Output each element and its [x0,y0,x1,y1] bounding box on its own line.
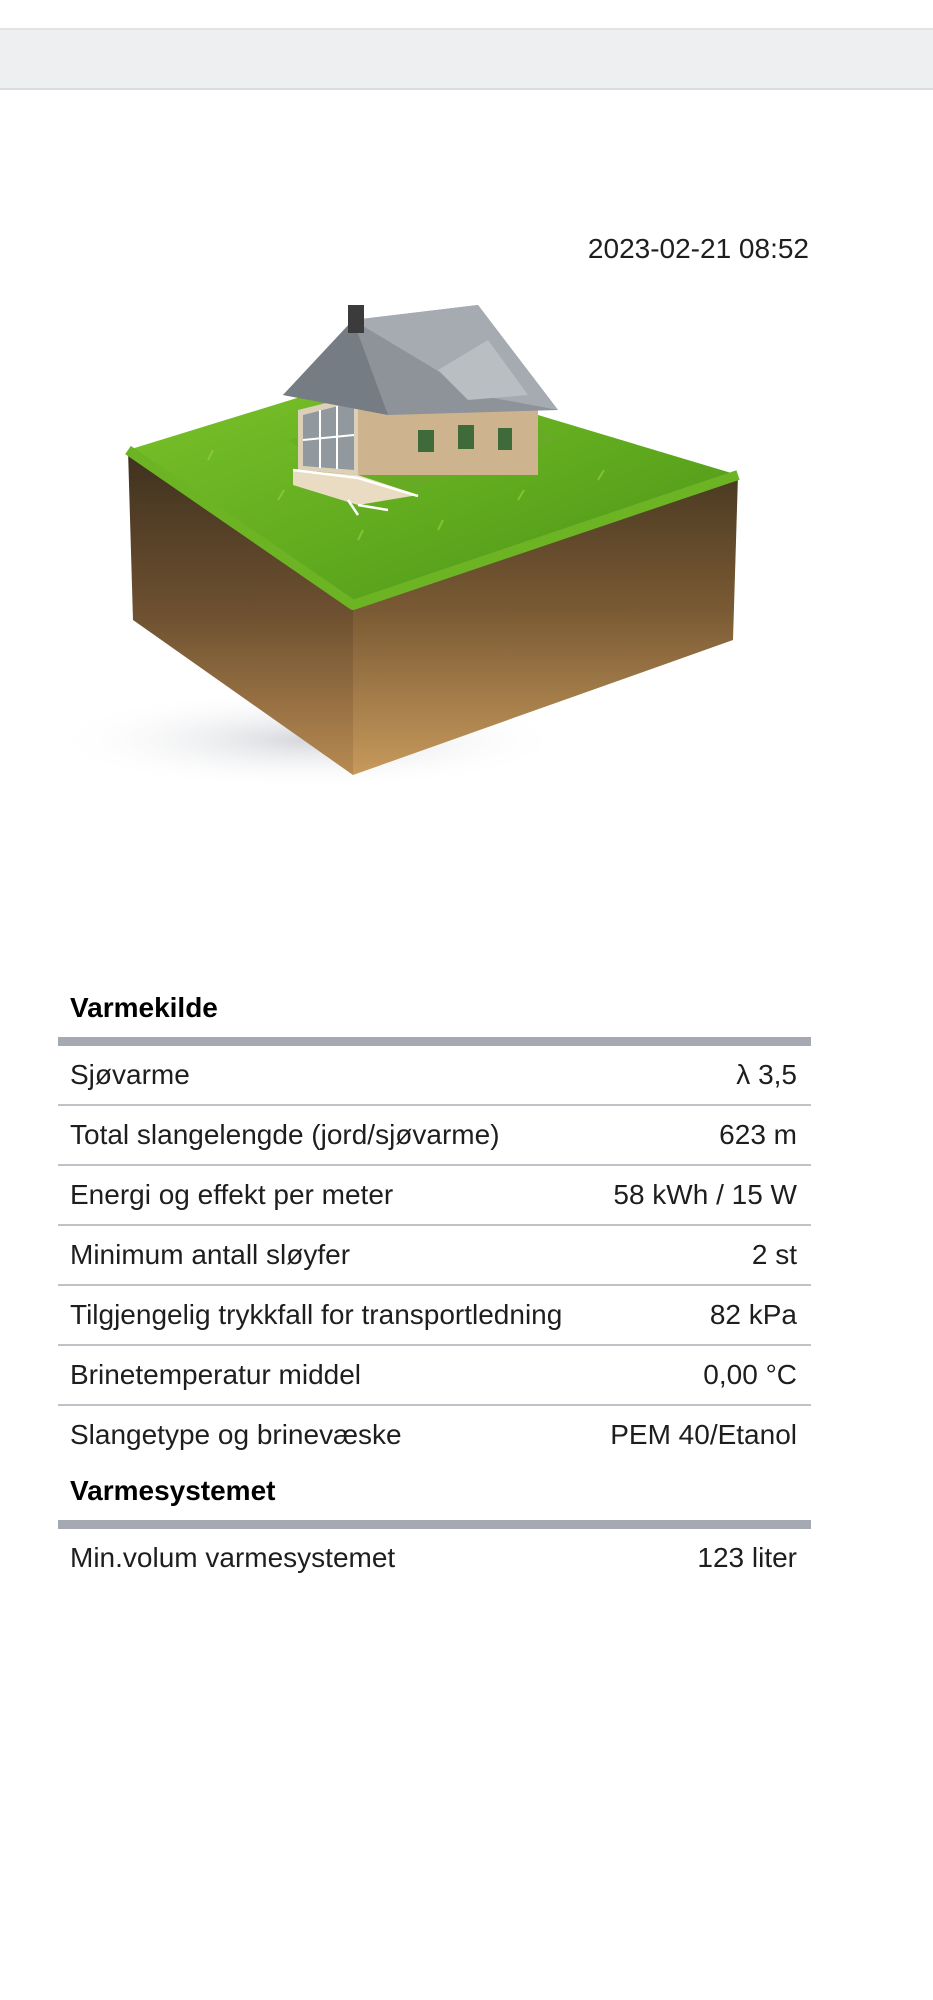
section-title: Varmesystemet [70,1475,276,1506]
row-label: Tilgjengelig trykkfall for transportledning [70,1299,563,1330]
table-row [58,1046,811,1106]
table-row [58,1106,811,1166]
row-value: 623 m [719,1119,797,1150]
row-value: 0,00 °C [703,1359,797,1390]
row-value: 58 kWh / 15 W [613,1179,797,1210]
row-value: 2 st [751,1239,797,1270]
section-title: Varmekilde [70,992,218,1023]
row-label: Min.volum varmesystemet [70,1542,396,1573]
section-varmesystemet [58,1468,811,1587]
row-label: Total slangelengde (jord/sjøvarme) [70,1119,500,1150]
row-label: Brinetemperatur middel [70,1359,362,1390]
row-value: 82 kPa [709,1299,797,1330]
report-table [58,985,811,1587]
section-divider [58,1037,811,1046]
row-value: 123 liter [697,1542,797,1573]
toolbar-bar [0,30,933,90]
table-row [58,1286,811,1346]
row-label: Minimum antall sløyfer [70,1239,351,1270]
table-row [58,1529,811,1587]
row-label: Sjøvarme [70,1059,190,1090]
section-varmekilde [58,985,811,1464]
row-value: λ 3,5 [736,1059,797,1090]
table-row [58,1406,811,1464]
row-label: Energi og effekt per meter [70,1179,394,1210]
browser-top-strip [0,0,933,30]
table-row [58,1166,811,1226]
section-divider [58,1520,811,1529]
house-on-ground-block-icon [58,300,758,790]
table-row [58,1226,811,1286]
report-timestamp: 2023-02-21 08:52 [587,233,809,264]
row-value: PEM 40/Etanol [610,1419,797,1450]
row-label: Slangetype og brinevæske [70,1419,402,1450]
table-row [58,1346,811,1406]
